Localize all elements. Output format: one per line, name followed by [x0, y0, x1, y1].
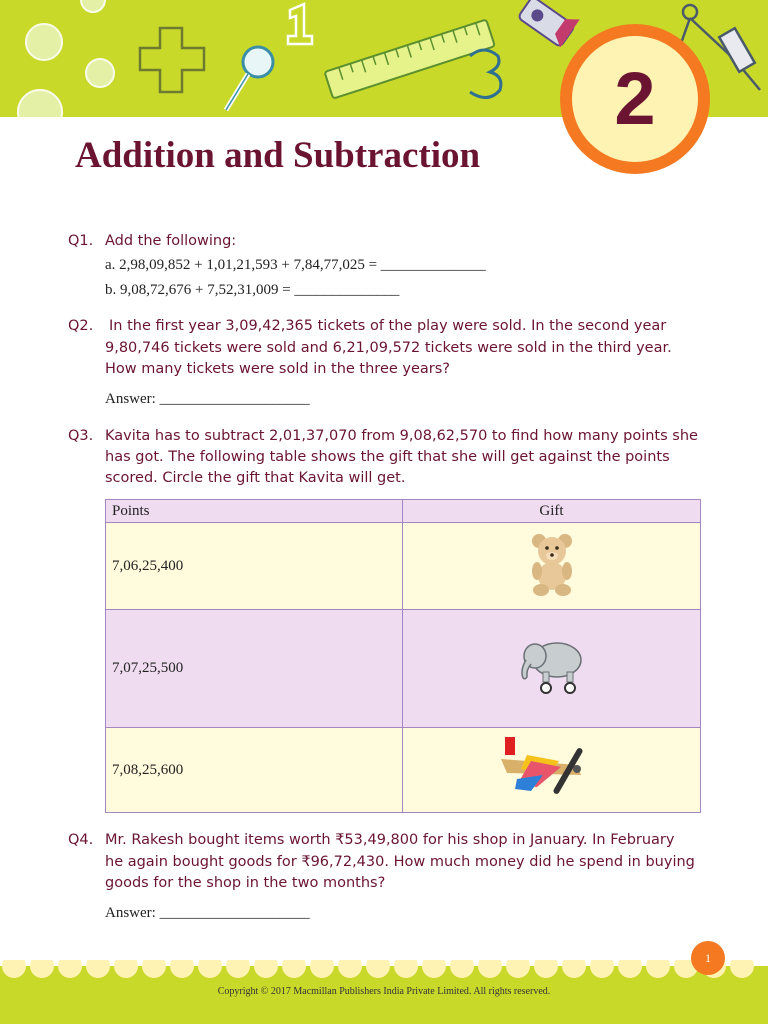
q4-line-3: goods for the shop in the two months? — [105, 875, 386, 891]
q2-line-2: 9,80,746 tickets were sold and 6,21,09,572 tickets were sold in the third year. — [105, 340, 672, 356]
points-cell: 7,08,25,600 — [106, 728, 403, 813]
magnifier-icon — [226, 47, 273, 110]
q1-part-a: a. 2,98,09,852 + 1,01,21,593 + 7,84,77,025 = ______________ — [105, 257, 486, 273]
q4-line-1: Mr. Rakesh bought items worth ₹53,49,800 for his shop in January. In February — [105, 832, 675, 848]
number-three-icon — [470, 50, 501, 98]
table-row — [106, 610, 701, 728]
bubble-icon — [81, 0, 105, 12]
page-number-badge — [691, 941, 725, 975]
column-header-points: Points — [106, 500, 403, 523]
q1-part-b: b. 9,08,72,676 + 7,52,31,009 = ______________ — [105, 282, 400, 298]
q3-line-1: Kavita has to subtract 2,01,37,070 from 9,08,62,570 to find how many points she — [105, 428, 698, 444]
q4-line-2: he again bought goods for ₹96,72,430. How much money did he spend in buying — [105, 854, 695, 870]
toy-airplane-icon — [497, 735, 607, 801]
footer-scallop-border — [0, 960, 768, 984]
bubble-icon — [86, 59, 114, 87]
plus-sign-icon — [140, 28, 204, 92]
table-row — [106, 523, 701, 610]
chapter-badge — [560, 24, 710, 174]
bubble-icon — [18, 90, 62, 117]
q3-label: Q3. — [68, 428, 94, 444]
number-one-icon — [288, 4, 312, 44]
points-cell: 7,07,25,500 — [106, 610, 403, 728]
toy-elephant-icon — [517, 636, 587, 696]
page-title: Addition and Subtraction — [75, 135, 481, 176]
q2-line-3: How many tickets were sold in the three years? — [105, 361, 450, 377]
table-header-row — [106, 500, 701, 523]
q3-line-3: scored. Circle the gift that Kavita will get. — [105, 470, 406, 486]
q4-label: Q4. — [68, 832, 94, 848]
sharpener-icon — [518, 0, 580, 47]
table-row — [106, 728, 701, 813]
column-header-gift: Gift — [403, 500, 701, 523]
page-number: 1 — [705, 950, 711, 965]
gift-cell[interactable] — [403, 728, 701, 813]
gift-cell[interactable] — [403, 610, 701, 728]
copyright-notice: Copyright © 2017 Macmillan Publishers India Private Limited. All rights reserved. — [217, 986, 551, 997]
bubble-icon — [26, 24, 62, 60]
teddy-bear-icon — [527, 531, 577, 597]
q2-line-1: In the first year 3,09,42,365 tickets of the play were sold. In the second year — [109, 318, 667, 334]
gift-cell[interactable] — [403, 523, 701, 610]
points-gift-table — [105, 499, 701, 813]
q4-answer-line: Answer: ____________________ — [105, 905, 310, 921]
chapter-number: 2 — [614, 57, 656, 140]
q3-line-2: has got. The following table shows the gift that she will get against the points — [105, 449, 670, 465]
ruler-icon — [325, 19, 495, 98]
points-cell: 7,06,25,400 — [106, 523, 403, 610]
q2-answer-line: Answer: ____________________ — [105, 391, 310, 407]
q1-text: Add the following: — [105, 233, 237, 249]
chapter-badge-inner — [572, 36, 698, 162]
q2-label: Q2. — [68, 318, 94, 334]
q1-label: Q1. — [68, 233, 94, 249]
